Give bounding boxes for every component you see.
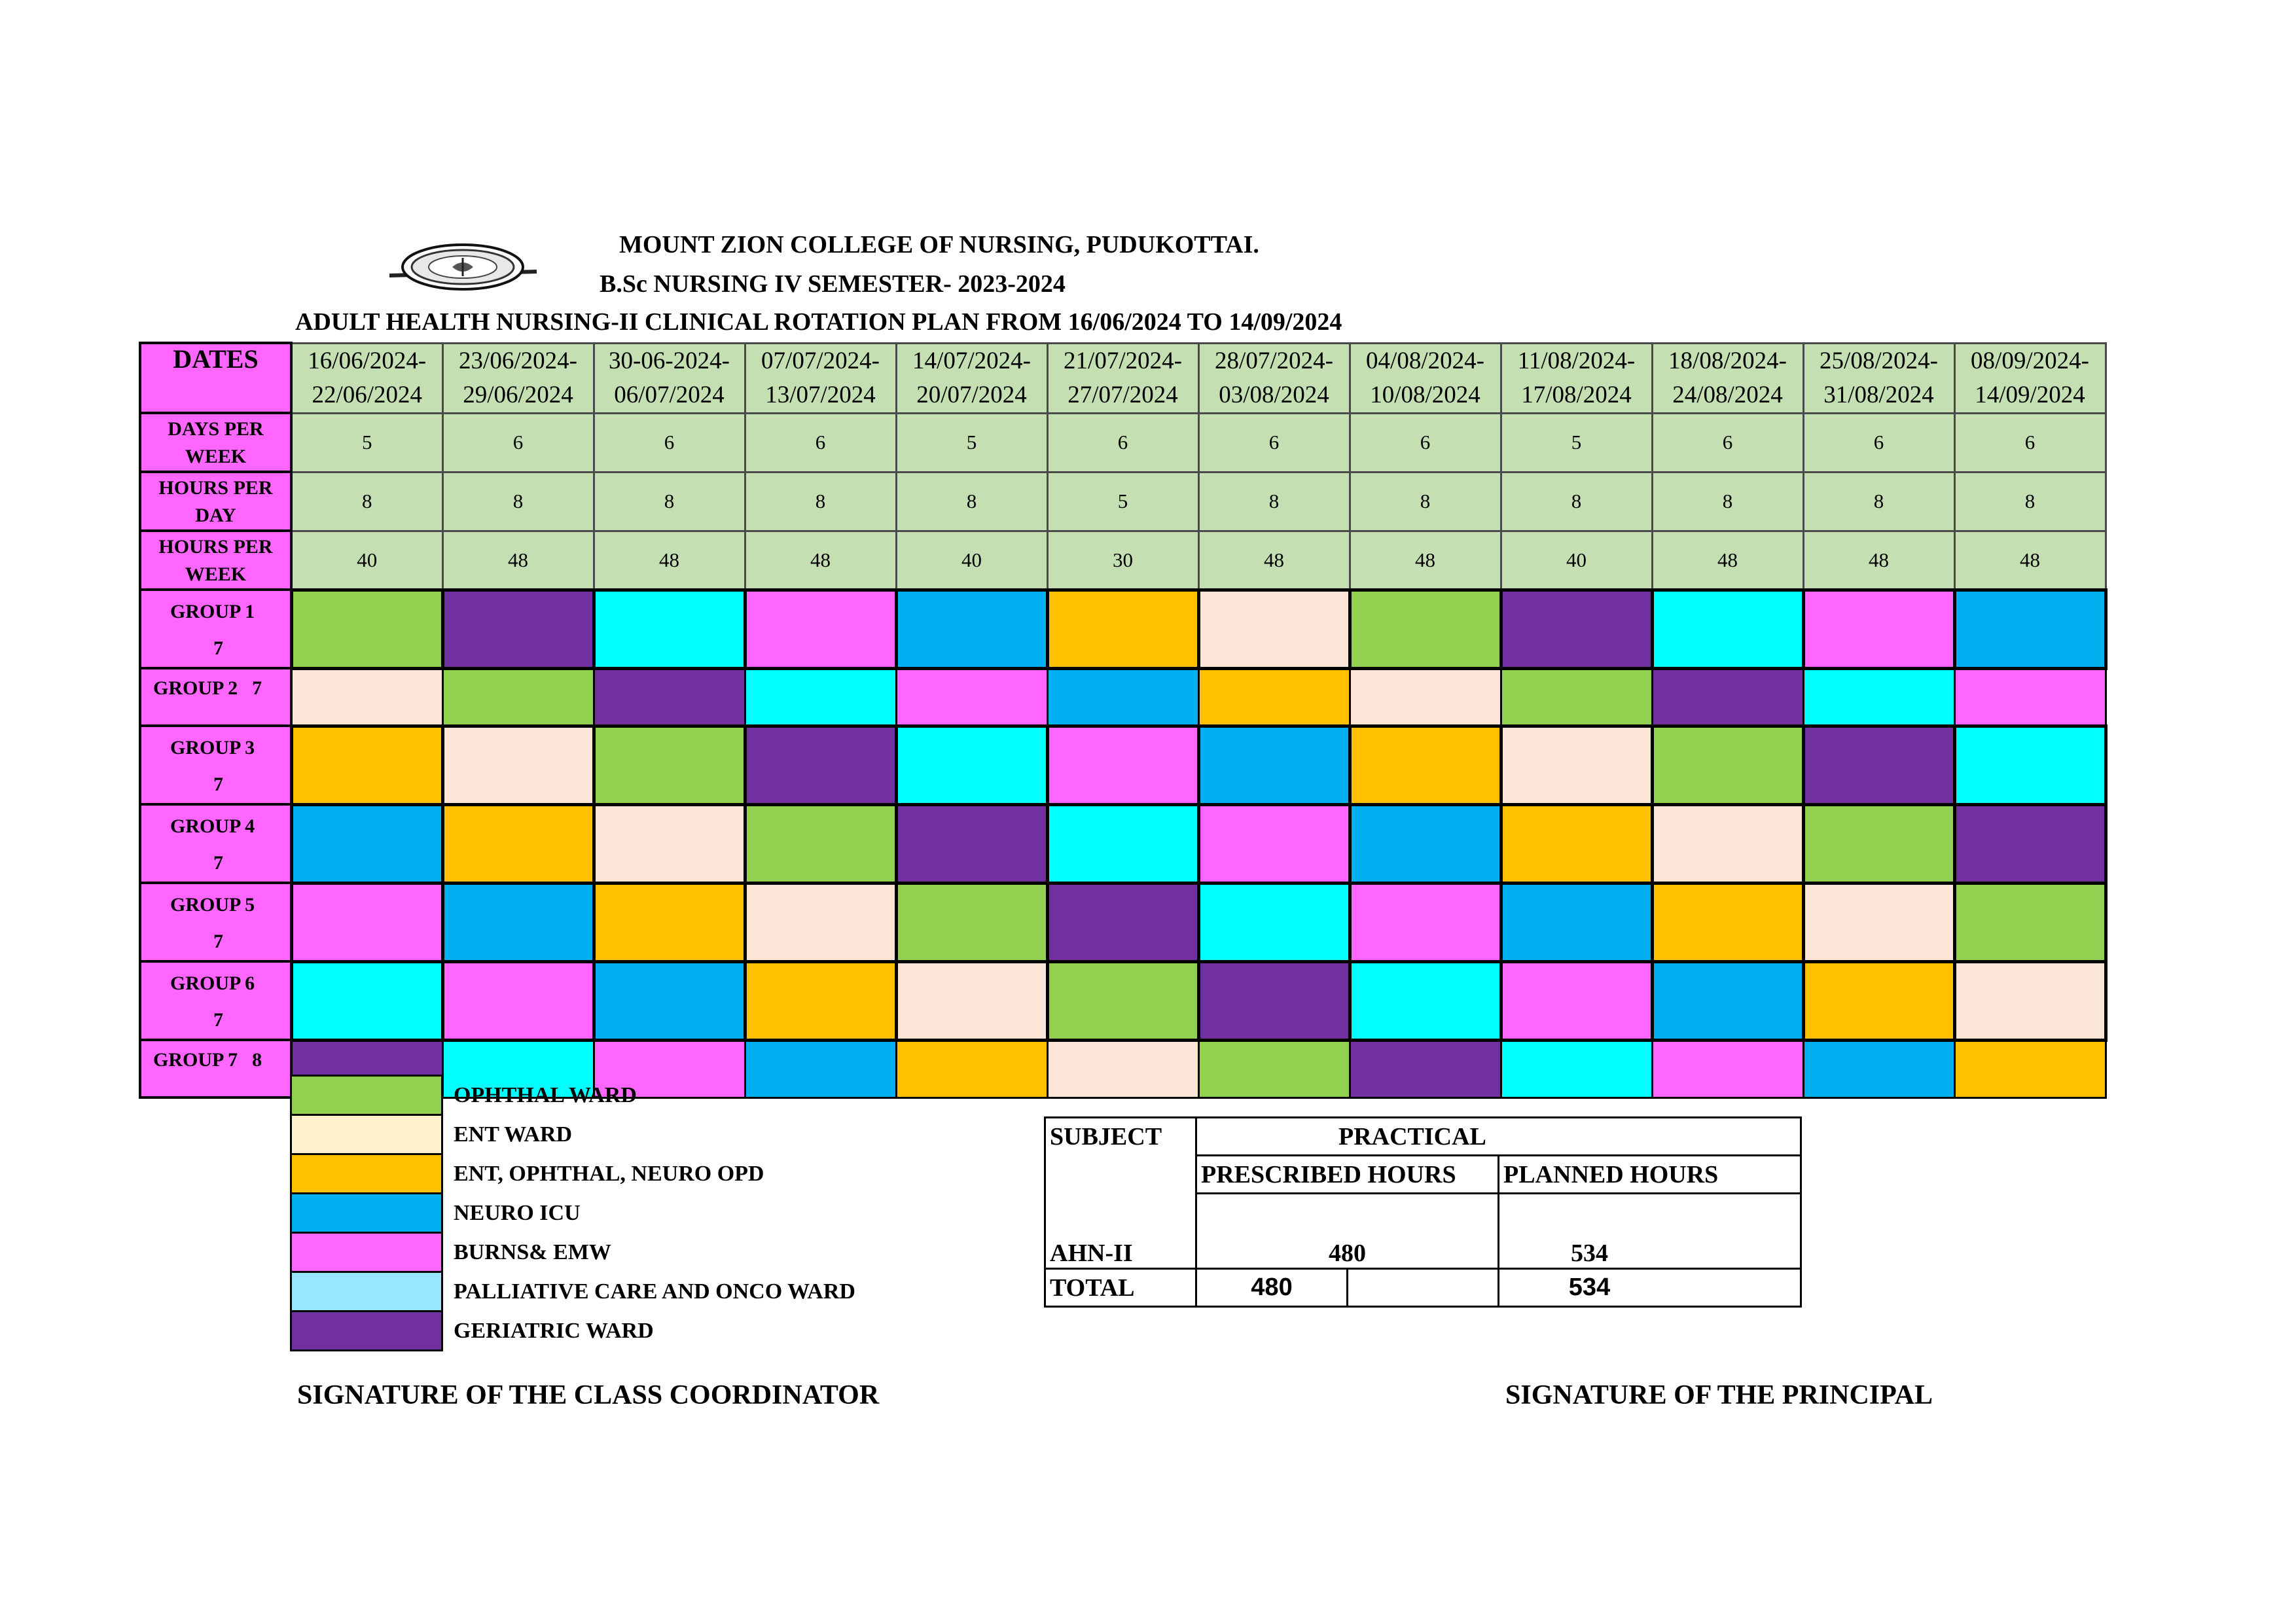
- rotation-cell-opd: [896, 1040, 1047, 1097]
- rotation-cell-ent: [896, 961, 1047, 1040]
- rotation-cell-ent: [594, 804, 745, 883]
- group-name: GROUP 6: [170, 972, 255, 994]
- total-prescribed-hours: 480: [1196, 1269, 1348, 1307]
- hours-day-value: 8: [1198, 472, 1350, 531]
- hours-day-value: 8: [1652, 472, 1803, 531]
- week-date-range: 11/08/2024- 17/08/2024: [1501, 343, 1652, 413]
- rotation-cell-palliative: [1501, 1040, 1652, 1097]
- college-name: MOUNT ZION COLLEGE OF NURSING, PUDUKOTTAI.: [619, 231, 1259, 259]
- rotation-cell-opd: [1501, 804, 1652, 883]
- rotation-cell-ophthal: [1652, 726, 1803, 804]
- week-date-range: 25/08/2024- 31/08/2024: [1803, 343, 1954, 413]
- prescribed-hours-value: 480: [1196, 1194, 1499, 1269]
- hours-day-value: 8: [745, 472, 896, 531]
- legend-label: ENT, OPHTHAL, NEURO OPD: [454, 1161, 764, 1186]
- legend-swatch: [291, 1115, 442, 1154]
- total-empty-cell: [1348, 1269, 1499, 1307]
- rotation-cell-ent: [1350, 668, 1501, 726]
- days-value: 5: [291, 413, 442, 472]
- rotation-table: [139, 342, 2108, 1099]
- prescribed-hours-header: PRESCRIBED HOURS: [1196, 1156, 1499, 1194]
- legend-swatch: [291, 1311, 442, 1351]
- rotation-cell-neuro-icu: [896, 590, 1047, 668]
- days-per-week-label: DAYS PER WEEK: [140, 413, 291, 472]
- legend-swatch: [291, 1272, 442, 1311]
- rotation-cell-burns: [291, 883, 442, 961]
- rotation-cell-geriatric: [1198, 961, 1350, 1040]
- hours-week-value: 48: [1198, 531, 1350, 590]
- rotation-cell-palliative: [1803, 668, 1954, 726]
- rotation-cell-ent: [1954, 961, 2106, 1040]
- rotation-cell-geriatric: [745, 726, 896, 804]
- rotation-cell-neuro-icu: [1803, 1040, 1954, 1097]
- days-per-week-row: [140, 413, 2106, 472]
- principal-signature: SIGNATURE OF THE PRINCIPAL: [1505, 1380, 1933, 1410]
- rotation-cell-ent: [1501, 726, 1652, 804]
- hours-per-week-row: [140, 531, 2106, 590]
- group-row: [140, 961, 2106, 1040]
- group-name: GROUP 3: [170, 737, 255, 758]
- rotation-cell-ophthal: [1803, 804, 1954, 883]
- rotation-cell-neuro-icu: [1954, 590, 2106, 668]
- ward-legend: [290, 1075, 857, 1351]
- rotation-cell-opd: [1803, 961, 1954, 1040]
- rotation-cell-ophthal: [896, 883, 1047, 961]
- rotation-cell-ent: [1652, 804, 1803, 883]
- group-count: 7: [252, 677, 262, 699]
- rotation-cell-neuro-icu: [594, 961, 745, 1040]
- rotation-cell-ent: [745, 883, 896, 961]
- hours-day-value: 8: [1501, 472, 1652, 531]
- college-seal-icon: [389, 241, 537, 294]
- legend-label: ENT WARD: [454, 1122, 573, 1147]
- week-date-range: 23/06/2024- 29/06/2024: [442, 343, 594, 413]
- days-value: 6: [1350, 413, 1501, 472]
- rotation-cell-burns: [896, 668, 1047, 726]
- practical-header: PRACTICAL: [1196, 1118, 1801, 1156]
- rotation-cell-palliative: [594, 590, 745, 668]
- rotation-cell-palliative: [1350, 961, 1501, 1040]
- rotation-cell-palliative: [745, 668, 896, 726]
- group-label: [140, 961, 291, 1040]
- group-name: GROUP 5: [170, 894, 255, 916]
- rotation-cell-geriatric: [1803, 726, 1954, 804]
- legend-label: NEURO ICU: [454, 1200, 581, 1225]
- days-value: 6: [1047, 413, 1198, 472]
- hours-day-value: 8: [594, 472, 745, 531]
- hours-day-value: 8: [896, 472, 1047, 531]
- hours-week-value: 48: [442, 531, 594, 590]
- rotation-cell-burns: [1047, 726, 1198, 804]
- group-count: 7: [213, 852, 223, 874]
- group-row: [140, 804, 2106, 883]
- legend-item: [291, 1272, 857, 1311]
- legend-swatch: [291, 1154, 442, 1194]
- week-date-range: 04/08/2024- 10/08/2024: [1350, 343, 1501, 413]
- rotation-cell-opd: [1350, 726, 1501, 804]
- rotation-cell-geriatric: [442, 590, 594, 668]
- rotation-cell-ent: [291, 668, 442, 726]
- week-date-range: 07/07/2024- 13/07/2024: [745, 343, 896, 413]
- rotation-cell-geriatric: [1350, 1040, 1501, 1097]
- rotation-cell-opd: [1652, 883, 1803, 961]
- dates-header: DATES: [140, 343, 291, 413]
- rotation-cell-ophthal: [1954, 883, 2106, 961]
- rotation-cell-geriatric: [1652, 668, 1803, 726]
- rotation-cell-opd: [1954, 1040, 2106, 1097]
- rotation-cell-neuro-icu: [1501, 883, 1652, 961]
- group-label: [140, 883, 291, 961]
- week-date-range: 14/07/2024- 20/07/2024: [896, 343, 1047, 413]
- hours-day-value: 5: [1047, 472, 1198, 531]
- hours-week-value: 30: [1047, 531, 1198, 590]
- rotation-cell-burns: [1954, 668, 2106, 726]
- rotation-cell-palliative: [1047, 804, 1198, 883]
- rotation-cell-burns: [1350, 883, 1501, 961]
- days-value: 6: [442, 413, 594, 472]
- rotation-cell-ophthal: [1501, 668, 1652, 726]
- rotation-cell-ophthal: [594, 726, 745, 804]
- hours-per-week-label: HOURS PER WEEK: [140, 531, 291, 590]
- group-row: [140, 590, 2106, 668]
- group-count: 7: [213, 1009, 223, 1031]
- hours-week-value: 40: [896, 531, 1047, 590]
- group-name: GROUP 4: [170, 815, 255, 837]
- group-row: [140, 883, 2106, 961]
- hours-week-value: 48: [1350, 531, 1501, 590]
- legend-item: [291, 1154, 857, 1194]
- rotation-cell-ophthal: [291, 590, 442, 668]
- group-name: GROUP 7: [153, 1049, 238, 1071]
- week-date-range: 30-06-2024- 06/07/2024: [594, 343, 745, 413]
- days-value: 6: [1198, 413, 1350, 472]
- subject-header: SUBJECT: [1045, 1118, 1196, 1156]
- rotation-cell-ophthal: [442, 668, 594, 726]
- rotation-cell-palliative: [896, 726, 1047, 804]
- week-date-range: 16/06/2024- 22/06/2024: [291, 343, 442, 413]
- rotation-cell-ophthal: [1198, 1040, 1350, 1097]
- hours-week-value: 48: [1803, 531, 1954, 590]
- group-count: 7: [213, 931, 223, 952]
- hours-week-value: 40: [291, 531, 442, 590]
- hours-per-day-label: HOURS PER DAY: [140, 472, 291, 531]
- plan-title: ADULT HEALTH NURSING-II CLINICAL ROTATION PLAN FROM 16/06/2024 TO 14/09/2024: [295, 308, 1342, 336]
- rotation-cell-opd: [1047, 590, 1198, 668]
- hours-day-value: 8: [442, 472, 594, 531]
- legend-item: [291, 1311, 857, 1351]
- rotation-cell-geriatric: [1954, 804, 2106, 883]
- legend-label: OPHTHAL WARD: [454, 1082, 637, 1107]
- legend-swatch: [291, 1194, 442, 1233]
- rotation-cell-palliative: [1198, 883, 1350, 961]
- rotation-cell-ent: [1803, 883, 1954, 961]
- days-value: 6: [1954, 413, 2106, 472]
- rotation-cell-opd: [442, 804, 594, 883]
- rotation-cell-opd: [745, 961, 896, 1040]
- legend-label: BURNS& EMW: [454, 1240, 611, 1264]
- rotation-cell-burns: [1803, 590, 1954, 668]
- rotation-cell-palliative: [1954, 726, 2106, 804]
- hours-per-day-row: [140, 472, 2106, 531]
- week-date-range: 28/07/2024- 03/08/2024: [1198, 343, 1350, 413]
- legend-item: [291, 1115, 857, 1154]
- rotation-cell-ophthal: [1350, 590, 1501, 668]
- rotation-cell-ophthal: [745, 804, 896, 883]
- legend-item: [291, 1076, 857, 1115]
- rotation-cell-opd: [291, 726, 442, 804]
- group-name: GROUP 1: [170, 601, 255, 622]
- rotation-cell-neuro-icu: [291, 804, 442, 883]
- legend-item: [291, 1194, 857, 1233]
- rotation-cell-geriatric: [1047, 883, 1198, 961]
- days-value: 5: [1501, 413, 1652, 472]
- legend-item: [291, 1233, 857, 1272]
- group-label: [140, 726, 291, 804]
- group-count: 7: [213, 637, 223, 659]
- course-title: B.Sc NURSING IV SEMESTER- 2023-2024: [600, 270, 1066, 298]
- rotation-cell-burns: [745, 590, 896, 668]
- legend-swatch: [291, 1233, 442, 1272]
- group-label: [140, 590, 291, 668]
- rotation-cell-neuro-icu: [442, 883, 594, 961]
- hours-week-value: 48: [1652, 531, 1803, 590]
- rotation-cell-opd: [594, 883, 745, 961]
- legend-label: PALLIATIVE CARE AND ONCO WARD: [454, 1279, 855, 1304]
- days-value: 5: [896, 413, 1047, 472]
- week-date-range: 08/09/2024- 14/09/2024: [1954, 343, 2106, 413]
- rotation-cell-ent: [1198, 590, 1350, 668]
- week-date-range: 21/07/2024- 27/07/2024: [1047, 343, 1198, 413]
- week-date-range: 18/08/2024- 24/08/2024: [1652, 343, 1803, 413]
- group-label: [140, 1040, 291, 1097]
- planned-hours-value: 534: [1499, 1194, 1801, 1269]
- hours-day-value: 8: [1803, 472, 1954, 531]
- class-coordinator-signature: SIGNATURE OF THE CLASS COORDINATOR: [297, 1380, 880, 1410]
- rotation-cell-neuro-icu: [1652, 961, 1803, 1040]
- hours-week-value: 48: [594, 531, 745, 590]
- group-count: 8: [252, 1049, 262, 1071]
- group-label: [140, 668, 291, 726]
- rotation-cell-geriatric: [1501, 590, 1652, 668]
- hours-day-value: 8: [1954, 472, 2106, 531]
- rotation-cell-burns: [1198, 804, 1350, 883]
- rotation-cell-burns: [1652, 1040, 1803, 1097]
- hours-summary-table: [1044, 1116, 1802, 1308]
- hours-day-value: 8: [291, 472, 442, 531]
- subject-cell: AHN-II: [1045, 1194, 1196, 1269]
- rotation-cell-neuro-icu: [1198, 726, 1350, 804]
- rotation-cell-geriatric: [896, 804, 1047, 883]
- hours-week-value: 40: [1501, 531, 1652, 590]
- rotation-cell-burns: [1501, 961, 1652, 1040]
- rotation-cell-neuro-icu: [1047, 668, 1198, 726]
- rotation-cell-geriatric: [594, 668, 745, 726]
- hours-day-value: 8: [1350, 472, 1501, 531]
- rotation-cell-neuro-icu: [1350, 804, 1501, 883]
- rotation-cell-burns: [442, 961, 594, 1040]
- hours-week-value: 48: [1954, 531, 2106, 590]
- days-value: 6: [745, 413, 896, 472]
- days-value: 6: [1652, 413, 1803, 472]
- legend-swatch: [291, 1076, 442, 1115]
- rotation-cell-opd: [1198, 668, 1350, 726]
- total-planned-hours: 534: [1499, 1269, 1801, 1307]
- group-name: GROUP 2: [153, 677, 238, 699]
- rotation-cell-ophthal: [1047, 961, 1198, 1040]
- rotation-cell-ent: [442, 726, 594, 804]
- planned-hours-header: PLANNED HOURS: [1499, 1156, 1801, 1194]
- rotation-cell-palliative: [291, 961, 442, 1040]
- group-row: [140, 668, 2106, 726]
- group-label: [140, 804, 291, 883]
- rotation-cell-ent: [1047, 1040, 1198, 1097]
- group-count: 7: [213, 774, 223, 795]
- subject-spacer: [1045, 1156, 1196, 1194]
- rotation-cell-palliative: [1652, 590, 1803, 668]
- legend-label: GERIATRIC WARD: [454, 1318, 654, 1343]
- hours-week-value: 48: [745, 531, 896, 590]
- group-row: [140, 726, 2106, 804]
- days-value: 6: [1803, 413, 1954, 472]
- total-label: TOTAL: [1045, 1269, 1196, 1307]
- days-value: 6: [594, 413, 745, 472]
